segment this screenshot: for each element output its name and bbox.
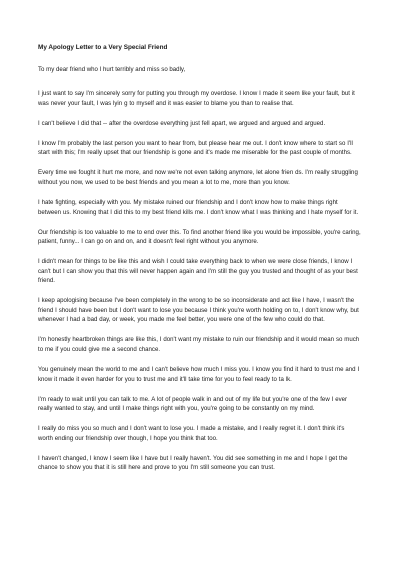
paragraph-12: I really do miss you so much and I don't want to lose you. I made a mistake, and I really regret it. I don't think it's worth ending our friendship over though, I hope you think that too.: [38, 425, 345, 442]
letter-salutation: To my dear friend who I hurt terribly and miss so badly,: [38, 66, 186, 73]
paragraph-11: I'm ready to wait until you can talk to me. A lot of people walk in and out of my life but you're one of the few I ever really wanted to stay, and until I make things right with you, you're going to be constantly on my mind.: [38, 395, 348, 413]
paragraph-5: I hate fighting, especially with you. My mistake ruined our friendship and I don't know how to make things right between us. Knowing that I did this to my best friend kills me. I don't know what I was thinking and I hate myself for it.: [38, 198, 359, 216]
paragraph-8: I keep apologising because I've been completely in the wrong to be so inconsiderate and act like I have, I wasn't the friend I should have been but I don't want to lose you because I think you're worth holding on to, I don't know why, but whenever I had a bad day, or week, you made me feel better, you were one of the few who could do that.: [38, 297, 359, 324]
paragraph-3: I know I'm probably the last person you want to hear from, but please hear me out. I don't know where to start so I'll start with this; I'm really upset that our friendship is gone and it's made me miserable for the past couple of months.: [38, 139, 353, 157]
paragraph-9: I'm honestly heartbroken things are like this, I don't want my mistake to ruin our friendship and it would mean so much to me if you could give me a second chance.: [38, 336, 360, 354]
paragraph-10: You genuinely mean the world to me and I can't believe how much I miss you. I know you find it hard to trust me and I know it made it even harder for you to trust me and it'll take time for you to feel ready to ta lk.: [38, 366, 360, 383]
paragraph-1: I just want to say I'm sincerely sorry for putting you through my overdose. I know I made it seem like your fault, but it was never your fault, I was lyin g to myself and it was easier to blame you than to realise that.: [38, 90, 355, 107]
paragraph-6: Our friendship is too valuable to me to end over this. To find another friend like you would be impossible, you're caring, patient, funny... I can go on and on, and it doesn't feel right without you anymore.: [38, 228, 361, 246]
paragraph-7: I didn't mean for things to be like this and wish I could take everything back to when we were close friends, I know I can't but I can show you that this will never happen again and I'm still the guy you trusted and thought of as your best friend.: [38, 258, 358, 285]
letter-title: My Apology Letter to a Very Special Friend: [38, 44, 168, 51]
paragraph-2: I can't believe I did that -- after the overdose everything just fell apart, we argued and argued and argued.: [38, 119, 326, 127]
paragraph-13: I haven't changed, I know I seem like I have but I really haven't. You did see something in me and I hope I get the chance to show you that it is still here and prove to you I'm still someone you can trust.: [38, 454, 348, 472]
paragraph-4: Every time we fought it hurt me more, and now we're not even talking anymore, let alone frien ds. I'm really struggling without you now, we used to be best friends and you mean a lot to me, more than you know.: [38, 169, 358, 186]
